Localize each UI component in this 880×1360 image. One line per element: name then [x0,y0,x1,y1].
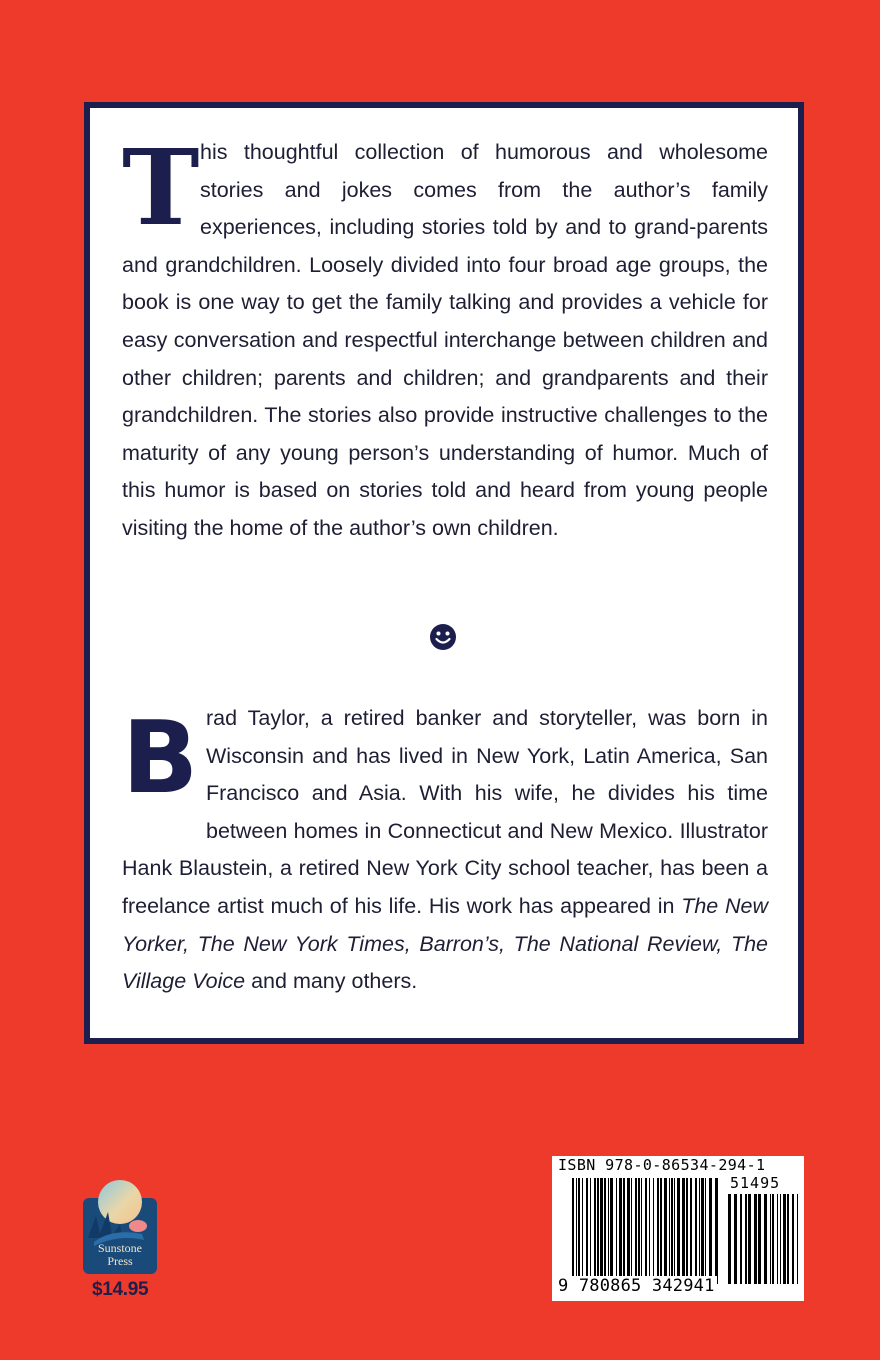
barcode-bar-11 [610,1178,613,1284]
addon-digits: 51495 [730,1174,781,1192]
bio-publications: The New Yorker, The New York Times, Barron’s, The National Review, The Village Voice [122,893,768,994]
barcode-bar-3 [582,1178,583,1284]
barcode-bar-14 [623,1178,625,1284]
barcode-bar-13 [619,1178,622,1284]
barcode-bar-14 [792,1194,794,1284]
barcode-bar-36 [705,1178,706,1284]
sunstone-press-logo [82,1176,158,1274]
barcode-bar-8 [770,1194,771,1284]
barcode-bar-5 [754,1194,757,1284]
barcode-bar-4 [748,1194,751,1284]
barcode-bar-18 [638,1178,640,1284]
barcode-bar-28 [674,1178,675,1284]
publisher-name-line2: Press [107,1254,133,1268]
ean-digits: 9 780865 342941 [558,1276,715,1296]
barcode-bar-32 [690,1178,692,1284]
bio-paragraph [122,700,768,1001]
barcode-bar-10 [777,1194,778,1284]
barcode-bar-27 [671,1178,673,1284]
blurb-paragraph [122,126,768,548]
drop-cap-b: B [122,699,199,816]
barcode-bar-9 [604,1178,606,1284]
barcode-bar-8 [600,1178,603,1284]
price-label: $14.95 [92,1279,149,1300]
blurb-text: his thoughtful collection of humorous and wholesome stories and jokes comes from the author’s family experiences, including stories told by and to grand-parents and grandchildren. Loosely divided into four broad age groups, the book is one way to get the family talking and provides a vehicle for easy conversation and respectful interchange between children and other children; parents and children; and grandparents and their grandchildren. The stories also provide instructive challenges to the maturity of any young person’s understanding of humor. Much of this humor is based on stories told and heard from young people visiting the home of the author’s own children. [122,140,768,540]
barcode-bar-21 [649,1178,650,1284]
barcode-bar-10 [608,1178,609,1284]
barcode-bar-30 [682,1178,685,1284]
barcode-bar-0 [728,1194,731,1284]
barcode-bar-3 [745,1194,747,1284]
barcode-bar-12 [783,1194,786,1284]
bio-text-2: and many others. [245,969,418,994]
barcode-bar-26 [669,1178,670,1284]
description-panel [84,102,804,1044]
barcode-bar-0 [572,1178,574,1284]
barcode-bar-17 [635,1178,637,1284]
barcode-bar-20 [645,1178,647,1284]
barcode-bar-37 [709,1178,712,1284]
bio-text-1: rad Taylor, a retired banker and storyteller, was born in Wisconsin and has lived in New York, Latin America, San Francisco and Asia. With his wife, he divides his time between homes in Connecticut and New Mexico. Illustrator Hank Blaustein, a retired New York City school teacher, has been a freelance artist much of his life. His work has appeared in [122,706,768,918]
barcode-bar-22 [653,1178,654,1284]
barcode-bar-1 [734,1194,737,1284]
barcode-bar-31 [686,1178,688,1284]
barcode-bar-19 [641,1178,642,1284]
barcode-bar-7 [764,1194,767,1284]
barcode-bar-35 [701,1178,704,1284]
barcode-bar-15 [627,1178,630,1284]
barcode-bar-6 [758,1194,761,1284]
barcode-bar-12 [616,1178,617,1284]
barcode-bar-4 [586,1178,588,1284]
barcode-bar-34 [699,1178,700,1284]
isbn-barcode [552,1156,804,1301]
barcode-bar-23 [657,1178,659,1284]
barcode-bar-16 [631,1178,632,1284]
barcode-bar-38 [715,1178,718,1284]
smiley-icon [428,622,458,652]
drop-cap-t: T [122,126,200,249]
barcode-bar-7 [597,1178,599,1284]
main-barcode [572,1178,718,1284]
barcode-bar-15 [797,1194,798,1284]
barcode-bar-11 [780,1194,781,1284]
barcode-bar-6 [594,1178,596,1284]
barcode-bar-9 [772,1194,774,1284]
barcode-bar-1 [576,1178,577,1284]
addon-barcode [728,1194,798,1284]
barcode-bar-13 [787,1194,789,1284]
isbn-text: ISBN 978-0-86534-294-1 [558,1156,766,1174]
barcode-bar-2 [740,1194,742,1284]
barcode-bar-5 [590,1178,591,1284]
barcode-bar-2 [578,1178,580,1284]
barcode-bar-25 [664,1178,667,1284]
publisher-name-line1: Sunstone [97,1241,143,1255]
barcode-bar-29 [677,1178,680,1284]
barcode-bar-33 [695,1178,697,1284]
barcode-bar-24 [660,1178,662,1284]
